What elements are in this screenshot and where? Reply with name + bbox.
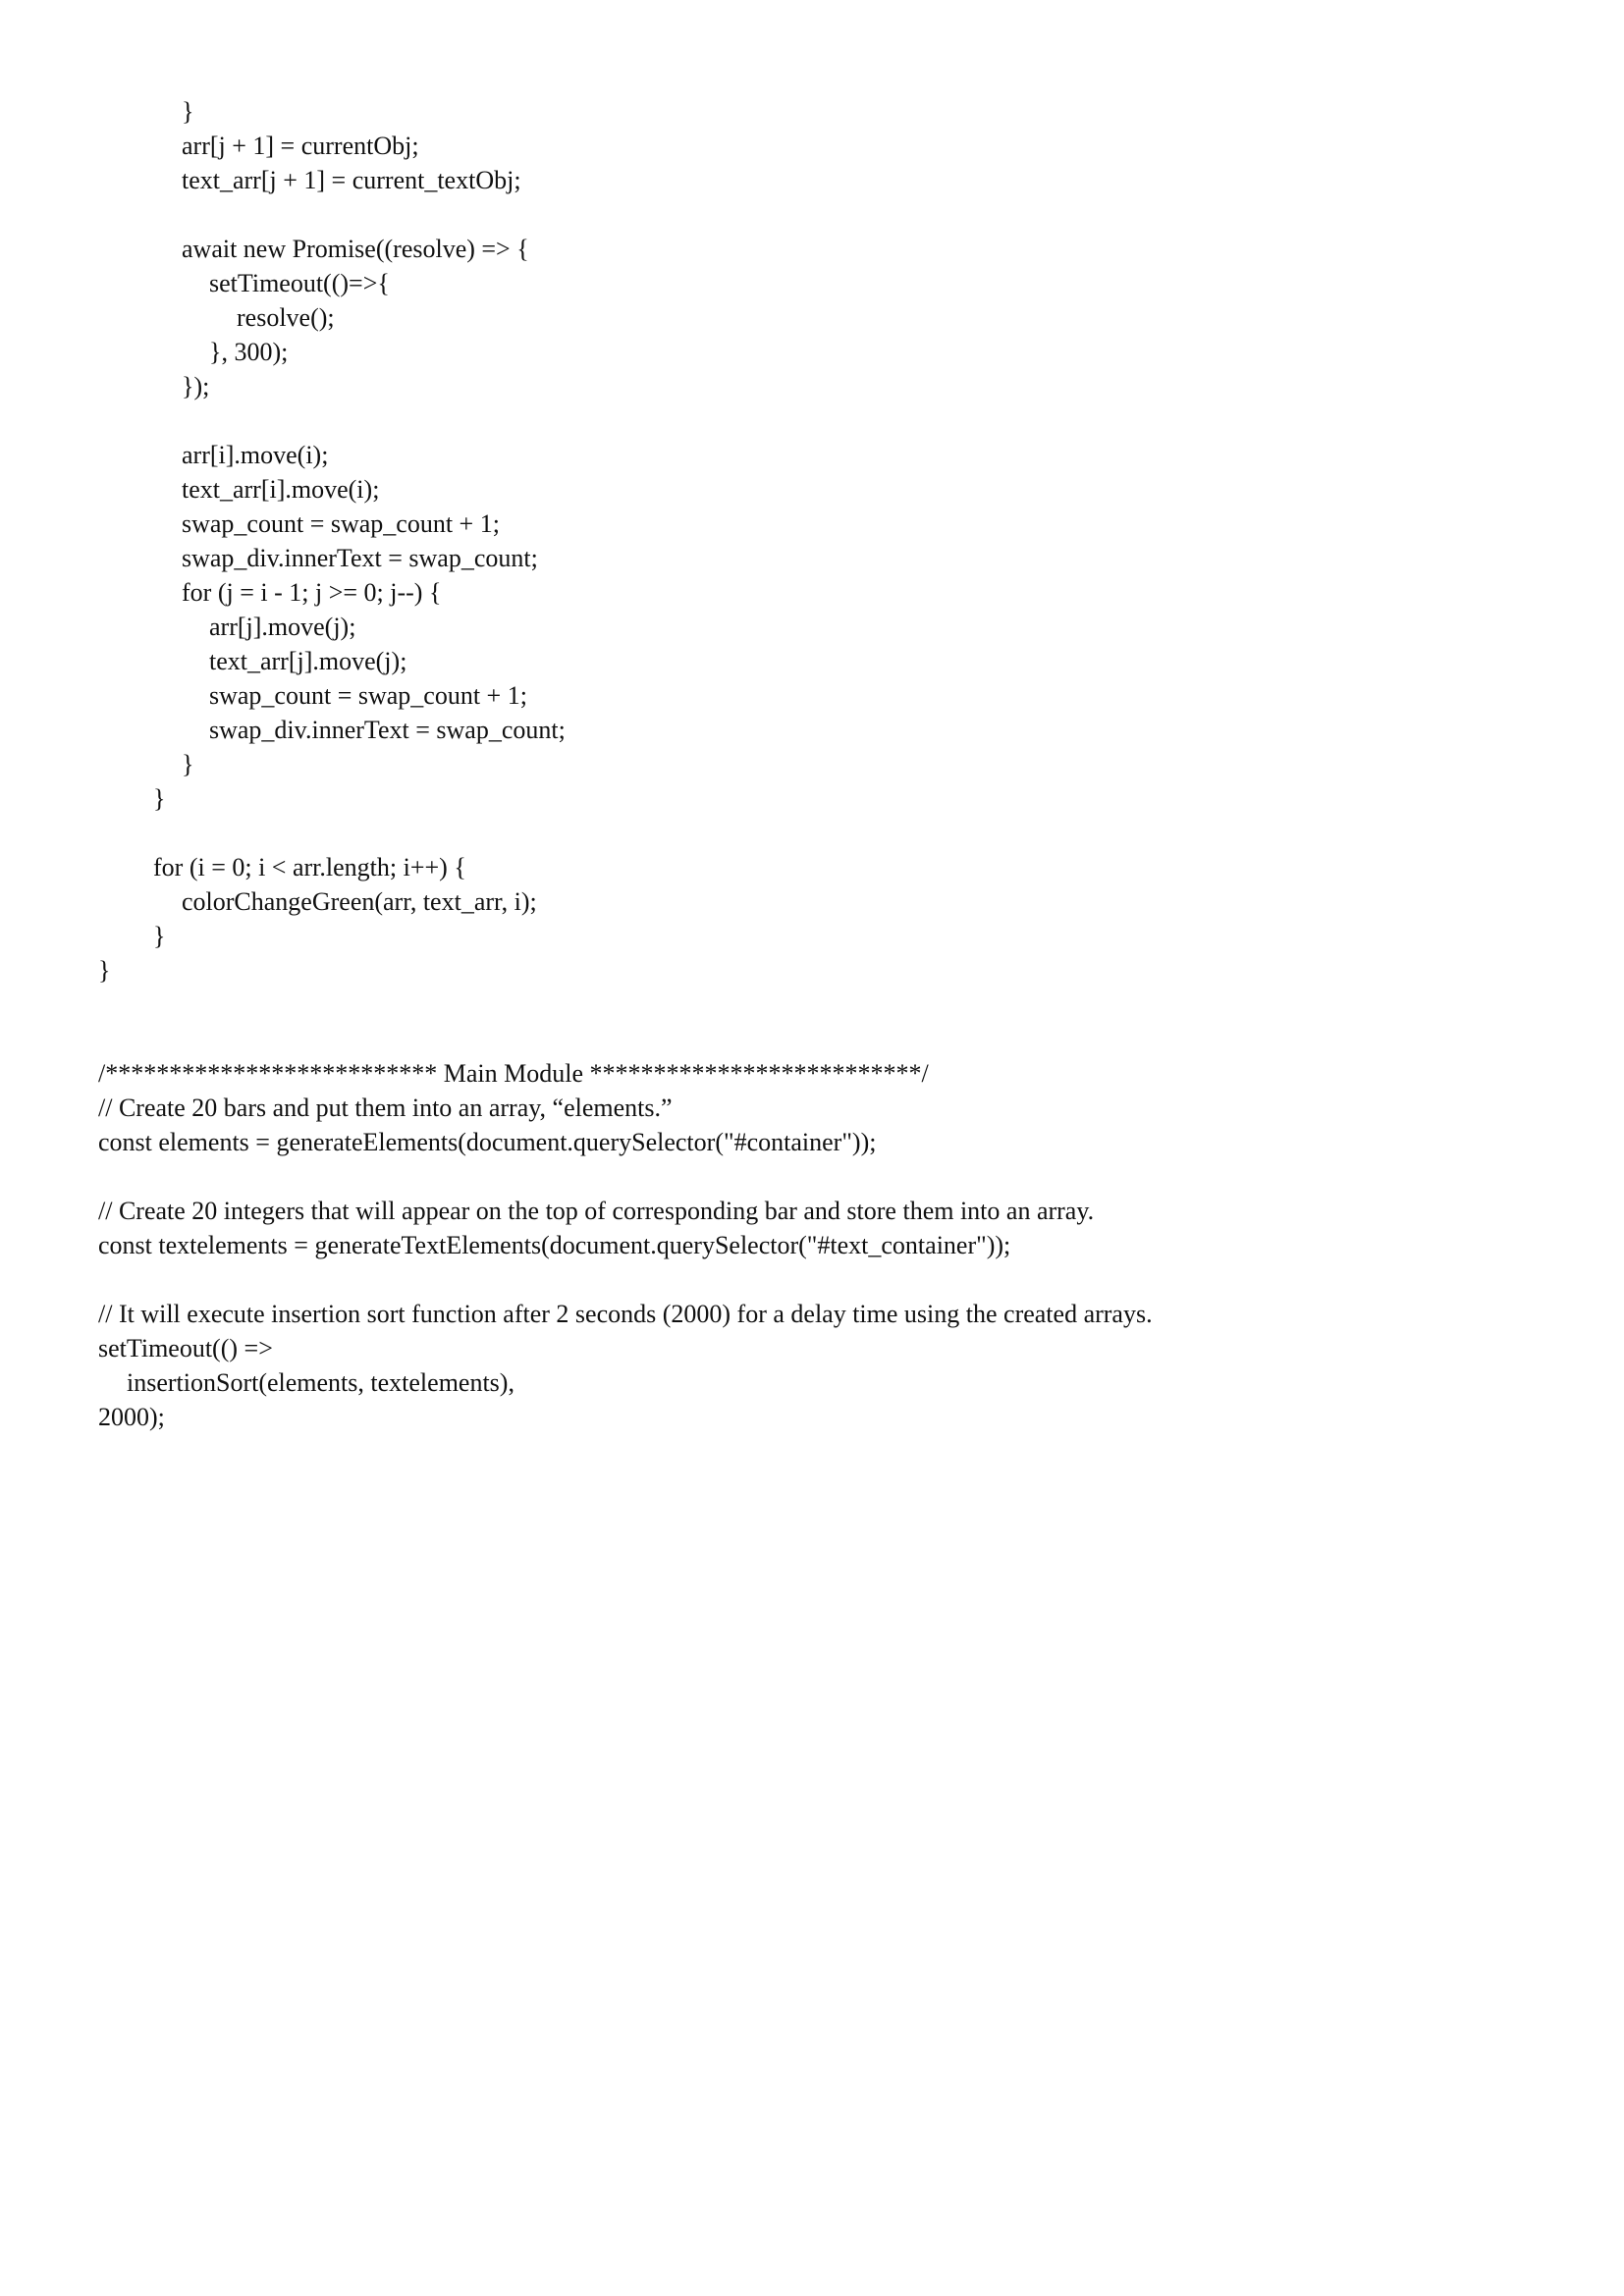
code-comment: // It will execute insertion sort function after 2 seconds (2000) for a delay time using the created arrays. [98, 1300, 1153, 1328]
code-line: resolve(); [237, 303, 335, 332]
code-line: text_arr[i].move(i); [182, 475, 380, 504]
code-line: swap_count = swap_count + 1; [182, 509, 500, 538]
code-line: 2000); [98, 1403, 165, 1431]
module-banner: /************************** Main Module **************************/ [98, 1059, 929, 1088]
code-line: } [182, 750, 194, 778]
code-line: const elements = generateElements(document.querySelector("#container")); [98, 1128, 877, 1156]
blank-line [98, 816, 1522, 850]
code-line: swap_count = swap_count + 1; [209, 681, 527, 710]
blank-line [98, 1262, 1522, 1297]
blank-line [98, 1022, 1522, 1056]
code-line: }); [182, 372, 210, 400]
code-line: }, 300); [209, 338, 289, 366]
code-comment: // Create 20 integers that will appear on the top of corresponding bar and store them into an array. [98, 1197, 1095, 1225]
code-line: insertionSort(elements, textelements), [127, 1368, 514, 1397]
code-line: await new Promise((resolve) => { [182, 235, 529, 263]
blank-line [98, 403, 1522, 438]
code-line: setTimeout(()=>{ [209, 269, 390, 297]
code-line: arr[j + 1] = currentObj; [182, 132, 419, 160]
code-line: } [182, 97, 194, 126]
code-line: } [153, 922, 166, 950]
blank-line [98, 988, 1522, 1022]
code-line: for (j = i - 1; j >= 0; j--) { [182, 578, 442, 607]
code-line: } [98, 956, 111, 985]
code-line: arr[i].move(i); [182, 441, 329, 469]
blank-line [98, 1159, 1522, 1194]
code-line: for (i = 0; i < arr.length; i++) { [153, 853, 466, 881]
code-line: swap_div.innerText = swap_count; [182, 544, 538, 572]
code-line: const textelements = generateTextElements(document.querySelector("#text_container")); [98, 1231, 1011, 1259]
blank-line [98, 197, 1522, 232]
code-line: arr[j].move(j); [209, 613, 356, 641]
code-line: setTimeout(() => [98, 1334, 273, 1362]
code-line: } [153, 784, 166, 813]
code-line: text_arr[j].move(j); [209, 647, 407, 675]
code-line: text_arr[j + 1] = current_textObj; [182, 166, 521, 194]
code-line: colorChangeGreen(arr, text_arr, i); [182, 887, 537, 916]
code-comment: // Create 20 bars and put them into an array, “elements.” [98, 1094, 673, 1122]
code-listing [98, 94, 1522, 1434]
code-line: swap_div.innerText = swap_count; [209, 716, 566, 744]
